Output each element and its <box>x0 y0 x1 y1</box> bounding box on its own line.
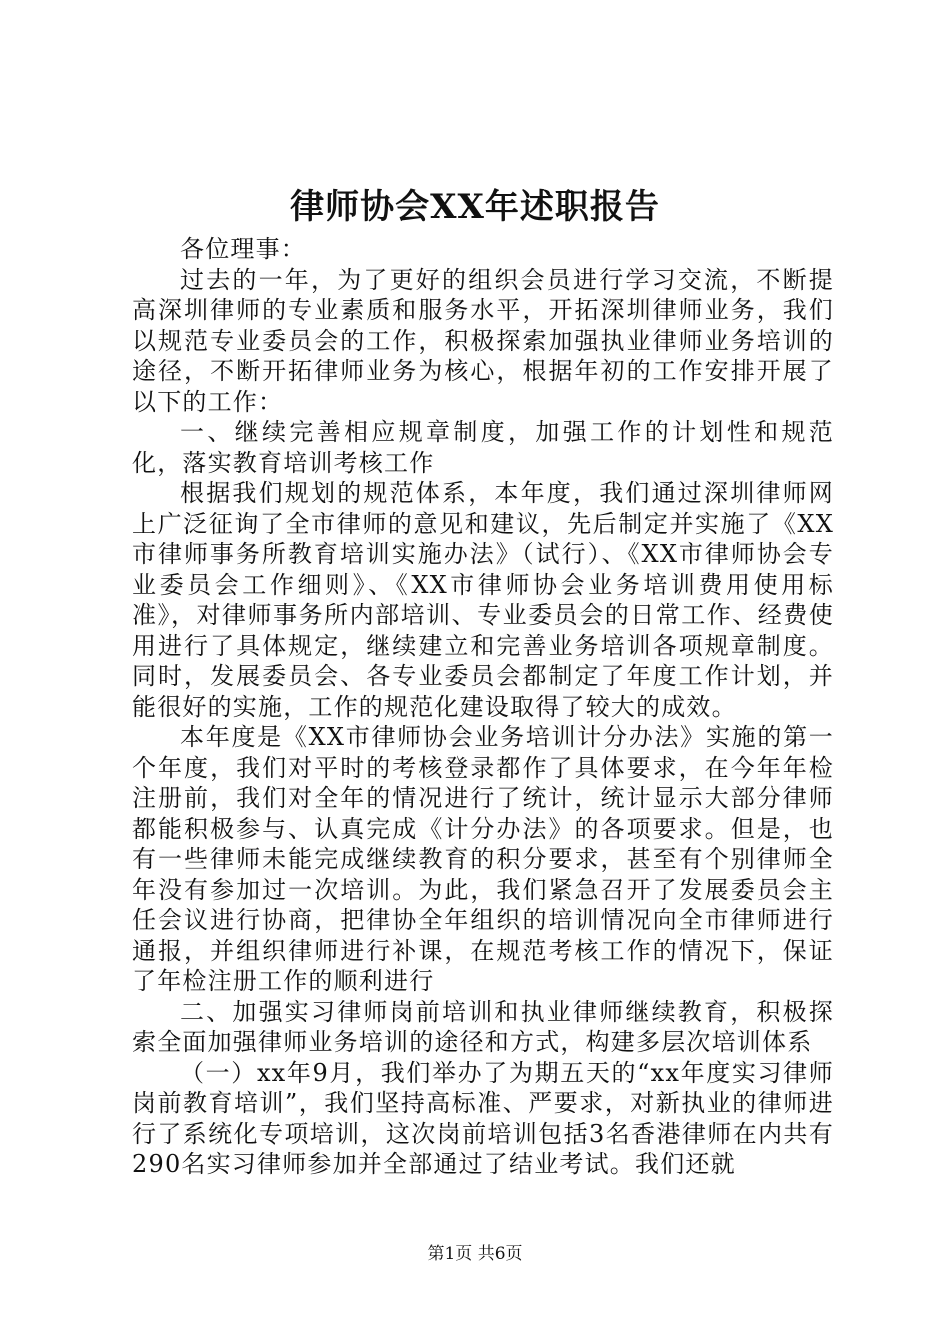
section-heading-1: 一、继续完善相应规章制度，加强工作的计划性和规范化，落实教育培训考核工作 <box>132 418 834 477</box>
body-paragraph: 本年度是《XX市律师协会业务培训计分办法》实施的第一个年度，我们对平时的考核登录都作了具体要求，在今年年检注册前，我们对全年的情况进行了统计，统计显示大部分律师都能积极参与、认真完成《计分办法》的各项要求。但是，也有一些律师未能完成继续教育的积分要求，甚至有个别律师全年没有参加过一次培训。为此，我们紧急召开了发展委员会主任会议进行协商，把律协全年组织的培训情况向全市律师进行通报，并组织律师进行补课，在规范考核工作的情况下，保证了年检注册工作的顺利进行 <box>132 723 834 995</box>
body-paragraph: （一）xx年9月，我们举办了为期五天的“xx年度实习律师岗前教育培训”，我们坚持高标准、严要求，对新执业的律师进行了系统化专项培训，这次岗前培训包括3名香港律师在内共有290名实习律师参加并全部通过了结业考试。我们还就 <box>132 1058 834 1178</box>
page-footer: 第1页 共6页 <box>427 1244 523 1264</box>
body-paragraph: 根据我们规划的规范体系，本年度，我们通过深圳律师网上广泛征询了全市律师的意见和建议，先后制定并实施了《XX市律师事务所教育培训实施办法》（试行）、《XX市律师协会专业委员会工作细则》、《XX市律师协会业务培训费用使用标准》，对律师事务所内部培训、专业委员会的日常工作、经费使用进行了具体规定，继续建立和完善业务培训各项规章制度。同时，发展委员会、各专业委员会都制定了年度工作计划，并能很好的实施，工作的规范化建设取得了较大的成效。 <box>132 479 834 721</box>
salutation: 各位理事： <box>180 235 306 263</box>
document-title: 律师协会XX年述职报告 <box>290 187 660 227</box>
document-body <box>132 234 834 1180</box>
section-heading-2: 二、加强实习律师岗前培训和执业律师继续教育，积极探索全面加强律师业务培训的途径和方式，构建多层次培训体系 <box>132 997 834 1056</box>
intro-paragraph: 过去的一年，为了更好的组织会员进行学习交流，不断提高深圳律师的专业素质和服务水平，开拓深圳律师业务，我们以规范专业委员会的工作，积极探索加强执业律师业务培训的途径，不断开拓律师业务为核心，根据年初的工作安排开展了以下的工作： <box>132 265 834 416</box>
